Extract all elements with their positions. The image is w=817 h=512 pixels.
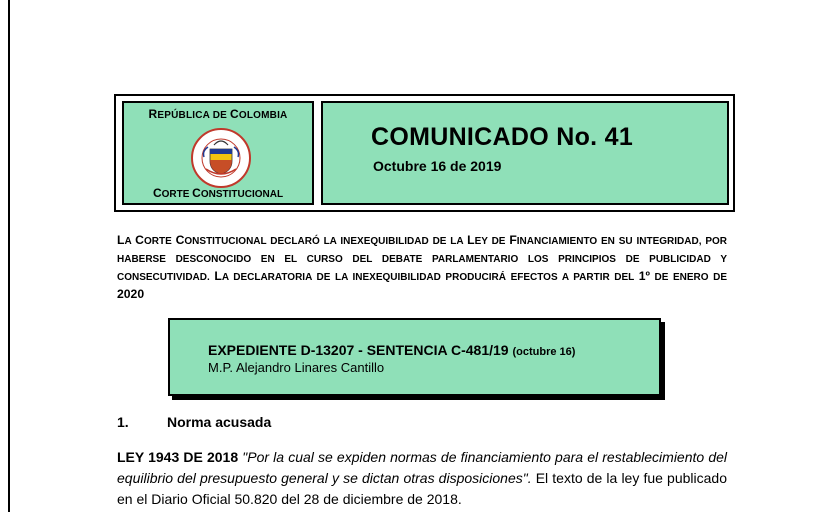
summary-headline: LA CORTE CONSTITUCIONAL DECLARÓ LA INEXEQUIBILIDAD DE LA LEY DE FINANCIAMIENTO EN SU INTEGRIDAD, POR HABERSE DESCONOCIDO EN EL CURSO DEL DEBATE PARLAMENTARIO LOS PRINCIPIOS DE PUBLICIDAD Y CONSECUTIVIDAD. LA DECLARATORIA DE LA INEXEQUIBILIDAD PRODUCIRÁ EFECTOS A PARTIR DEL 1º DE ENERO DE 2020 (117, 233, 727, 301)
court-seal-icon (190, 127, 252, 189)
letterhead (114, 94, 735, 212)
section-number: 1. (117, 414, 129, 430)
sentencia-date: (octubre 16) (512, 346, 576, 358)
body-paragraph (117, 447, 727, 510)
law-reference: LEY 1943 DE 2018 (117, 449, 239, 465)
expediente-box (168, 318, 661, 396)
section-title: Norma acusada (167, 414, 272, 430)
republica-label: REPÚBLICA DE COLOMBIA (148, 107, 288, 121)
publication-note: El texto de la ley fue publicado en el Diario Oficial 50.820 del 28 de diciembre de 2018. (117, 470, 727, 507)
institution-box (122, 101, 314, 205)
title-box (321, 101, 729, 205)
magistrate-name: M.P. Alejandro Linares Cantillo (208, 360, 385, 375)
page-left-border (8, 0, 10, 512)
law-title-quote: "Por la cual se expiden normas de financiamiento para el restablecimiento del equilibrio del presupuesto general y se dictan otras disposiciones". (117, 449, 727, 486)
expediente-title: EXPEDIENTE D-13207 - SENTENCIA C-481/19 (octubre 16) (208, 342, 576, 358)
section-heading (117, 414, 271, 430)
document-date: Octubre 16 de 2019 (373, 158, 502, 174)
corte-label: CORTE CONSTITUCIONAL (152, 186, 284, 200)
document-title: COMUNICADO No. 41 (371, 123, 634, 151)
